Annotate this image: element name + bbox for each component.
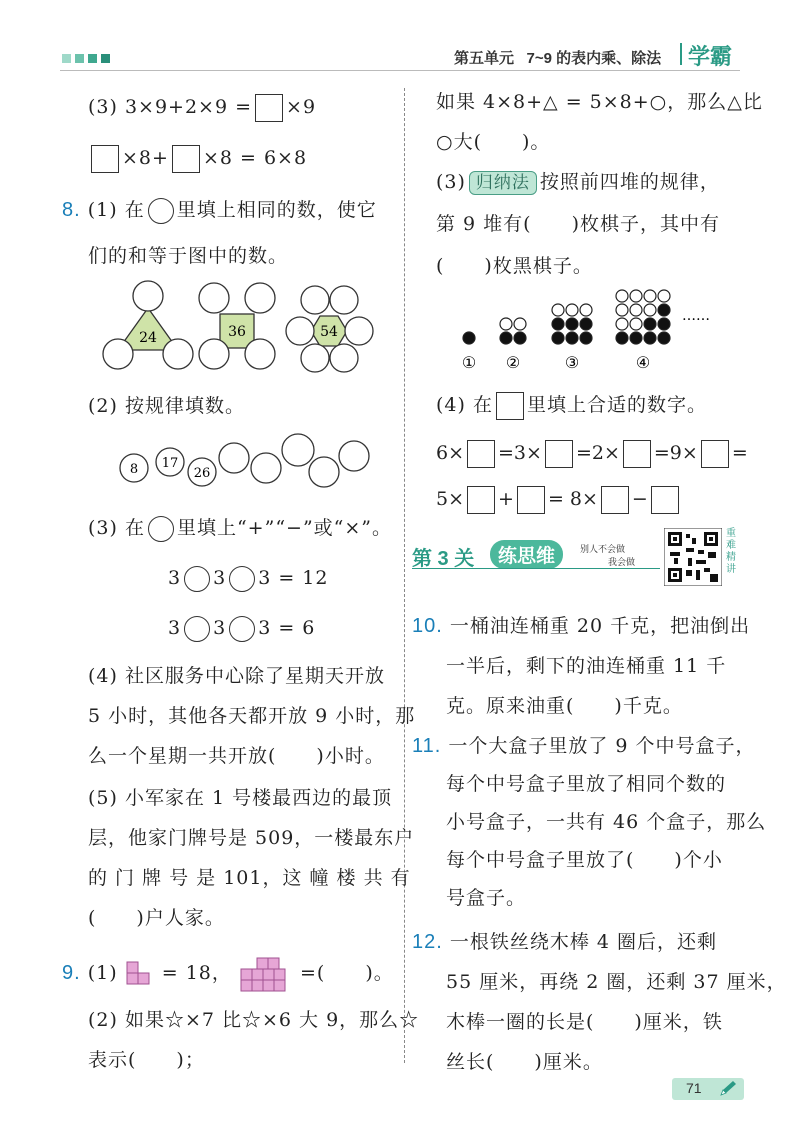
q9-2-line2: 表示( )；: [88, 1049, 205, 1071]
q11-line5: 号盒子。: [446, 887, 527, 909]
q8-5-line3: 的 门 牌 号 是 101，这 幢 楼 共 有: [88, 867, 411, 889]
chain-value: 17: [161, 456, 179, 471]
blank-circle: [245, 283, 275, 313]
blank-circle: [103, 339, 133, 369]
triangle-value: 24: [139, 330, 157, 346]
q9-2-cont-line1: 如果 4×8+△ = 5×8+○，那么△比: [436, 91, 763, 113]
section-banner: [412, 540, 662, 570]
blank-circle: [330, 286, 358, 314]
q10-line3: 克。原来油重( )千克。: [446, 695, 683, 717]
section-title: 第 3 关: [412, 548, 475, 570]
answer-circle[interactable]: [184, 616, 210, 642]
header-deco-square: [88, 54, 97, 63]
answer-box[interactable]: [172, 145, 200, 173]
blank-circle: [330, 344, 358, 372]
answer-box[interactable]: [255, 94, 283, 122]
chain-circle: [339, 441, 369, 471]
chain-circle: [282, 434, 314, 466]
q9-2-cont-line2: ○大( )。: [436, 131, 551, 153]
column-divider: [404, 88, 405, 1063]
q9-4-text: (4) 在 里填上合适的数字。: [436, 392, 707, 420]
answer-box[interactable]: [467, 440, 495, 468]
q12-line1: 12. 一根铁丝绕木棒 4 圈后，还剩: [412, 931, 718, 953]
chain-value: 8: [129, 462, 139, 477]
q9-3-line3: ( )枚黑棋子。: [436, 255, 593, 277]
hexagon-value: 54: [320, 324, 338, 340]
brand-logo: 学霸: [688, 44, 733, 69]
q12-line2: 55 厘米，再绕 2 圈，还剩 37 厘米，: [446, 971, 787, 993]
q11-line1: 11. 一个大盒子里放了 9 个中号盒子，: [412, 735, 756, 757]
pencil-icon: [718, 1080, 738, 1098]
q8-3-text: (3) 在 里填上“+”“−”或“×”。: [88, 516, 392, 542]
pile-label: ③: [564, 353, 580, 372]
blank-circle: [133, 281, 163, 311]
answer-box[interactable]: [91, 145, 119, 173]
method-tag: 归纳法: [469, 171, 537, 195]
answer-box[interactable]: [517, 486, 545, 514]
q11-line2: 每个中号盒子里放了相同个数的: [446, 773, 727, 795]
answer-box[interactable]: [545, 440, 573, 468]
small-block-figure: [125, 960, 155, 988]
answer-circle[interactable]: [229, 616, 255, 642]
answer-circle[interactable]: [148, 516, 174, 542]
q11-line3: 小号盒子，一共有 46 个盒子，那么: [446, 811, 767, 833]
answer-box[interactable]: [701, 440, 729, 468]
answer-circle[interactable]: [229, 566, 255, 592]
blank-circle: [345, 317, 373, 345]
page-number: 71: [686, 1080, 702, 1096]
blank-circle: [286, 317, 314, 345]
q7-3-line2: ×8+ ×8 = 6×8: [88, 145, 307, 173]
q9-1-line: 9. (1) = 18， =( )。: [62, 956, 394, 992]
q8-4-line1: (4) 社区服务中心除了星期天开放: [88, 665, 385, 687]
continuation-dots: ……: [682, 308, 710, 324]
header-unit: 第五单元 7~9 的表内乘、除法: [454, 50, 662, 67]
q9-2-line1: (2) 如果☆×7 比☆×6 大 9，那么☆: [88, 1009, 420, 1031]
qr-code-icon[interactable]: [664, 528, 722, 586]
q8-5-line4: ( )户人家。: [88, 907, 225, 929]
answer-box[interactable]: [601, 486, 629, 514]
answer-box[interactable]: [651, 486, 679, 514]
section-note: 别人不会做: [580, 544, 626, 554]
section-underline: [412, 568, 660, 569]
q8-5-line2: 层，他家门牌号是 509，一楼最东户: [88, 827, 415, 849]
pile-label: ④: [635, 353, 651, 372]
blank-circle: [301, 286, 329, 314]
q11-line4: 每个中号盒子里放了( )个小: [446, 849, 723, 871]
answer-circle[interactable]: [148, 198, 174, 224]
q12-line3: 木棒一圈的长是( )厘米，铁: [446, 1011, 723, 1033]
number-chain-figure: [112, 428, 372, 492]
q7-3-line1: (3) 3×9+2×9 = ×9: [88, 94, 316, 122]
q9-3-line2: 第 9 堆有( )枚棋子，其中有: [436, 213, 720, 235]
blank-circle: [199, 339, 229, 369]
square-value: 36: [228, 324, 246, 340]
header-separator: [680, 43, 682, 65]
header-deco-square: [62, 54, 71, 63]
pile-label: ②: [505, 353, 521, 372]
chain-circle: [309, 457, 339, 487]
chain-circle: [251, 453, 281, 483]
q8-2-text: (2) 按规律填数。: [88, 395, 245, 417]
large-block-figure: [239, 956, 293, 992]
chess-piles-figure: [450, 284, 730, 374]
answer-circle[interactable]: [184, 566, 210, 592]
header-deco-square: [101, 54, 110, 63]
qr-note: 重难精讲: [726, 528, 736, 575]
chain-circle: [219, 443, 249, 473]
pile-label: ①: [461, 353, 477, 372]
q8-1-line2: 们的和等于图中的数。: [88, 245, 289, 267]
q8-1-line1: 8. (1) 在 里填上相同的数，使它: [62, 198, 377, 224]
q9-3-line1: (3) 归纳法 按照前四堆的规律，: [436, 171, 720, 193]
header-rule: [60, 70, 740, 71]
q8-3-eq2: 3 3 3 = 6: [168, 616, 315, 642]
chain-value: 26: [193, 466, 211, 481]
answer-box[interactable]: [467, 486, 495, 514]
q8-5-line1: (5) 小军家在 1 号楼最西边的最顶: [88, 787, 393, 809]
answer-box[interactable]: [623, 440, 651, 468]
q8-3-eq1: 3 3 3 = 12: [168, 566, 328, 592]
q9-4-eq1: 6× =3× =2× =9× =: [436, 440, 748, 468]
answer-box[interactable]: [496, 392, 524, 420]
blank-circle: [301, 344, 329, 372]
header-deco-square: [75, 54, 84, 63]
section-note: 我会做: [608, 557, 636, 567]
page-number-badge: [672, 1078, 744, 1100]
q9-4-eq2: 5× + = 8× −: [436, 486, 682, 514]
blank-circle: [163, 339, 193, 369]
shape-circles-figure: [100, 278, 400, 378]
section-tag: 练思维: [490, 540, 563, 569]
q12-line4: 丝长( )厘米。: [446, 1051, 603, 1073]
q8-4-line2: 5 小时，其他各天都开放 9 小时，那: [88, 705, 416, 727]
blank-circle: [245, 339, 275, 369]
q8-4-line3: 么一个星期一共开放( )小时。: [88, 745, 385, 767]
q10-line1: 10. 一桶油连桶重 20 千克，把油倒出: [412, 615, 751, 637]
q10-line2: 一半后，剩下的油连桶重 11 千: [446, 655, 727, 677]
blank-circle: [199, 283, 229, 313]
